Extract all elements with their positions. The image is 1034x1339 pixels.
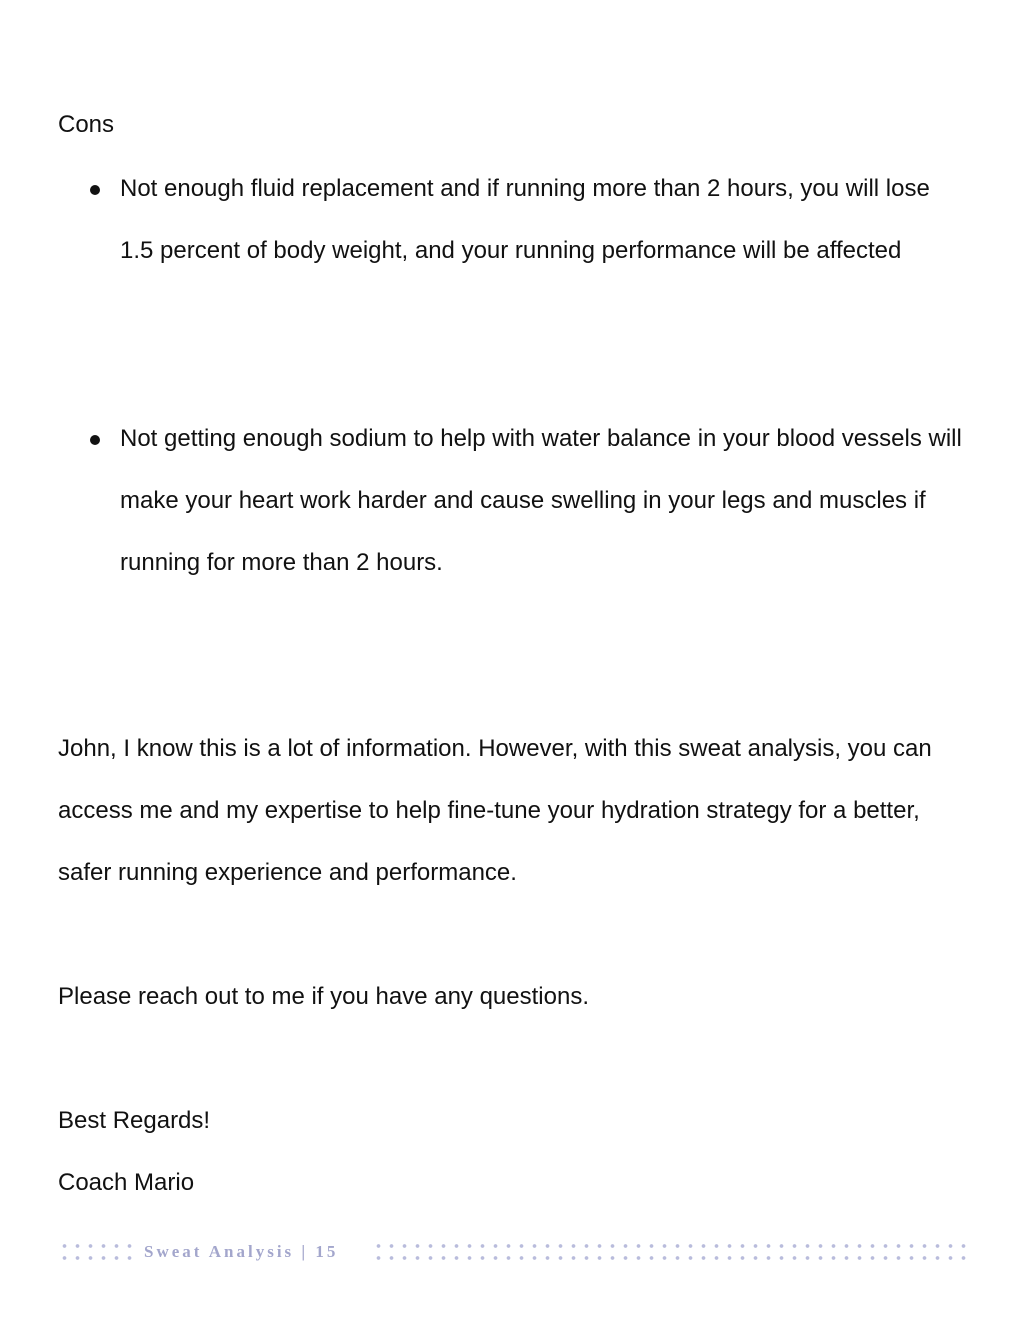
signature: Coach Mario — [58, 1169, 195, 1196]
list-item — [120, 408, 965, 594]
list-item — [120, 158, 965, 282]
bullet-icon — [90, 185, 100, 195]
body-paragraph: John, I know this is a lot of information. However, with this sweat analysis, you can access me and my expertise to help fine-tune your hydration strategy for a better, safer running experience and performance. — [58, 735, 932, 886]
section-heading: Cons — [58, 111, 115, 138]
dot-pattern-right — [372, 1240, 968, 1264]
page-footer — [58, 1238, 968, 1266]
contact-paragraph: Please reach out to me if you have any questions. — [58, 983, 589, 1010]
bullet-icon — [90, 435, 100, 445]
document-page — [58, 0, 968, 1339]
list-item-text: Not enough fluid replacement and if running more than 2 hours, you will lose 1.5 percent of body weight, and your running performance will be affected — [120, 175, 930, 264]
sign-off: Best Regards! — [58, 1107, 211, 1134]
footer-title: Sweat Analysis | 15 — [144, 1242, 339, 1261]
dot-pattern-left — [58, 1240, 136, 1264]
list-item-text: Not getting enough sodium to help with water balance in your blood vessels will make your heart work harder and cause swelling in your legs and muscles if running for more than 2 hours. — [120, 425, 962, 576]
